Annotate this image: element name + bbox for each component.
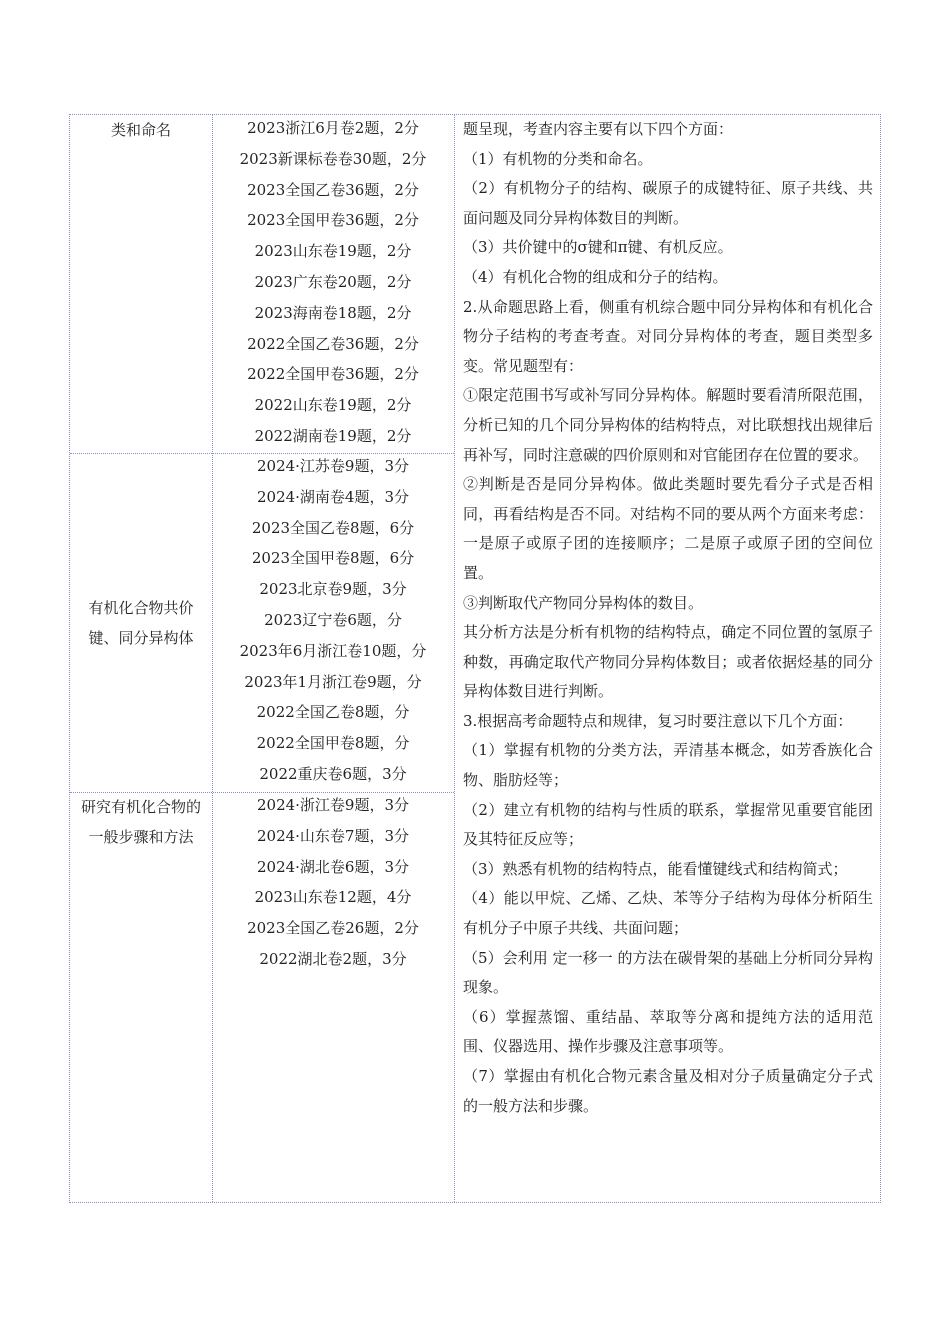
topic-text: 有机化合物共价键、同分异构体: [88, 598, 194, 647]
exam-analysis-table: [69, 114, 881, 1203]
source-item: 2023北京卷9题，3分: [259, 580, 407, 599]
analysis-paragraph: （1）掌握有机物的分类方法，弄清基本概念，如芳香族化合物、脂肪烃等；: [463, 741, 873, 790]
analysis-paragraph: （2）建立有机物的结构与性质的联系，掌握常见重要官能团及其特征反应等；: [463, 800, 873, 849]
source-item: 2023浙江6月卷2题，2分: [247, 119, 419, 137]
analysis-paragraph: ②判断是否是同分异构体。做此类题时要先看分子式是否相同，再看结构是否不同。对结构不同的要从两个方面来考虑：一是原子或原子团的连接顺序；二是原子或原子团的空间位置。: [463, 475, 873, 582]
column-divider: [454, 115, 455, 1202]
source-item: 2023全国乙卷8题，6分: [251, 518, 415, 537]
source-item: 2023全国甲卷36题，2分: [247, 211, 419, 230]
source-item: 2022湖北卷2题，3分: [259, 949, 407, 968]
analysis-paragraph: （3）共价键中的σ键和π键、有机反应。: [463, 238, 733, 257]
topic-cell: [70, 115, 212, 453]
analysis-paragraph: （4）能以甲烷、乙烯、乙炔、苯等分子结构为母体分析陌生有机分子中原子共线、共面问题；: [463, 889, 873, 938]
source-item: 2023山东卷19题，2分: [254, 242, 412, 261]
source-item: 2024·湖北卷6题，3分: [256, 857, 410, 876]
source-item: 2023全国乙卷26题，2分: [247, 919, 419, 938]
analysis-cell: [463, 115, 873, 1204]
topic-cell: [70, 453, 212, 792]
topic-text: 类和命名: [110, 121, 171, 139]
source-item: 2023全国甲卷8题，6分: [251, 549, 415, 568]
source-item: 2022全国甲卷8题，分: [256, 734, 410, 753]
source-item: 2024·湖南卷4题，3分: [256, 487, 410, 506]
source-item: 2024·浙江卷9题，3分: [256, 796, 410, 814]
topic-text: 研究有机化合物的一般步骤和方法: [80, 798, 201, 846]
source-item: 2022全国甲卷36题，2分: [247, 365, 419, 384]
source-item: 2023全国乙卷36题，2分: [247, 180, 419, 199]
topic-cell: [70, 792, 212, 1204]
source-item: 2022全国乙卷8题，分: [256, 703, 410, 722]
source-item: 2024·山东卷7题，3分: [256, 826, 410, 845]
analysis-paragraph: （1）有机物的分类和命名。: [463, 149, 653, 168]
source-item: 2023年6月浙江卷10题，分: [239, 641, 427, 660]
source-cell: [212, 115, 454, 453]
source-cell: [212, 792, 454, 1204]
source-item: 2023海南卷18题，2分: [254, 303, 412, 322]
source-item: 2022全国乙卷36题，2分: [247, 334, 419, 353]
source-item: 2022湖南卷19题，2分: [254, 426, 412, 445]
analysis-paragraph: （3）熟悉有机物的结构特点，能看懂键线式和结构简式；: [463, 859, 848, 878]
analysis-paragraph: 题呈现，考查内容主要有以下四个方面：: [463, 120, 734, 138]
source-item: 2023新课标卷卷30题，2分: [239, 149, 427, 168]
analysis-paragraph: （4）有机化合物的组成和分子的结构。: [463, 267, 728, 286]
analysis-paragraph: 其分析方法是分析有机物的结构特点，确定不同位置的氢原子种数，再确定取代产物同分异构体数目；或者依据烃基的同分异构体数目进行判断。: [463, 623, 873, 701]
source-item: 2024·江苏卷9题，3分: [256, 457, 410, 475]
source-cell: [212, 453, 454, 792]
source-item: 2023山东卷12题，4分: [254, 888, 412, 907]
source-item: 2023辽宁卷6题，分: [264, 610, 402, 629]
analysis-paragraph: 3.根据高考命题特点和规律，复习时要注意以下几个方面：: [463, 711, 853, 730]
source-item: 2023年1月浙江卷9题，分: [244, 672, 422, 691]
analysis-paragraph: ③判断取代产物同分异构体的数目。: [463, 593, 704, 612]
source-item: 2023广东卷20题，2分: [254, 272, 412, 291]
analysis-paragraph: （5）会利用 定一移一 的方法在碳骨架的基础上分析同分异构现象。: [463, 948, 873, 997]
source-item: 2022重庆卷6题，3分: [259, 764, 407, 783]
source-item: 2022山东卷19题，2分: [254, 396, 412, 415]
analysis-paragraph: （2）有机物分子的结构、碳原子的成键特征、原子共线、共面问题及同分异构体数目的判断。: [463, 179, 873, 227]
analysis-paragraph: 2.从命题思路上看，侧重有机综合题中同分异构体和有机化合物分子结构的考查考查。对同分异构体的考查，题目类型多变。常见题型有：: [463, 297, 873, 375]
analysis-paragraph: （6）掌握蒸馏、重结晶、萃取等分离和提纯方法的适用范围、仪器选用、操作步骤及注意事项等。: [463, 1007, 873, 1056]
analysis-paragraph: （7）掌握由有机化合物元素含量及相对分子质量确定分子式的一般方法和步骤。: [463, 1067, 873, 1115]
analysis-paragraph: ①限定范围书写或补写同分异构体。解题时要看清所限范围，分析已知的几个同分异构体的结构特点，对比联想找出规律后再补写，同时注意碳的四价原则和对官能团存在位置的要求。: [463, 386, 873, 464]
